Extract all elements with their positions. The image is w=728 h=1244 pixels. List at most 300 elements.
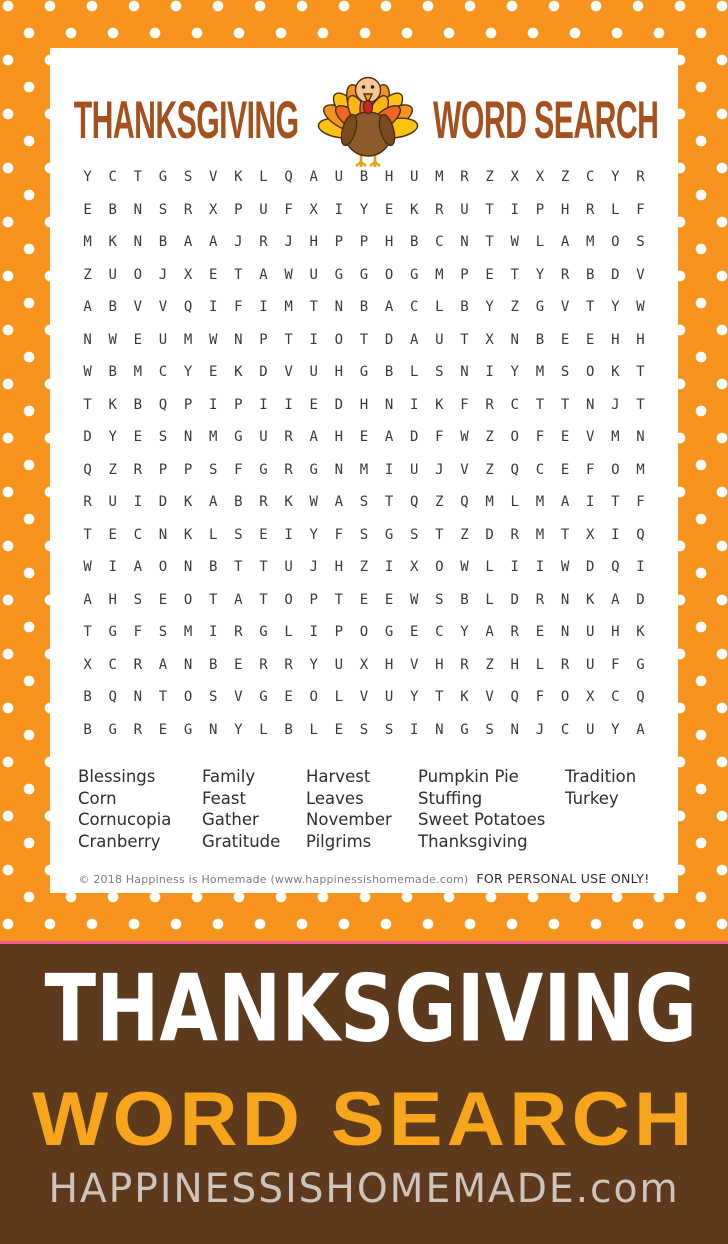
grid-letter: A (334, 494, 344, 511)
grid-letter: S (359, 526, 369, 543)
header-title-word-search: WORD SEARCH (433, 90, 659, 150)
grid-letter: J (284, 234, 293, 251)
grid-letter: N (133, 234, 143, 251)
grid-letter: V (560, 299, 570, 316)
grid-letter: E (259, 526, 268, 543)
grid-letter: S (435, 591, 444, 608)
grid-letter: U (309, 266, 318, 283)
grid-letter: B (108, 201, 117, 218)
grid-letter: B (535, 331, 545, 348)
header-left-box (67, 90, 305, 151)
grid-letter: A (410, 331, 419, 348)
grid-letter: I (259, 299, 268, 316)
grid-letter: O (158, 559, 168, 576)
grid-letter: B (108, 299, 117, 316)
grid-letter: L (535, 656, 545, 673)
grid-letter: X (309, 201, 318, 218)
grid-letter: M (485, 494, 494, 511)
grid-letter: M (359, 461, 369, 478)
grid-letter: U (334, 656, 344, 673)
grid-letter: P (460, 266, 469, 283)
grid-letter: E (384, 201, 394, 218)
grid-letter: T (435, 526, 444, 543)
grid-letter: W (460, 559, 469, 576)
grid-letter: N (133, 201, 143, 218)
header-title-thanksgiving: THANKSGIVING (73, 90, 299, 150)
grid-letter: P (309, 591, 318, 608)
grid-letter: U (460, 201, 469, 218)
grid-letter: L (611, 201, 620, 218)
grid-letter: G (359, 266, 369, 283)
grid-letter: U (435, 331, 444, 348)
grid-letter: T (636, 364, 645, 381)
grid-letter: O (384, 266, 394, 283)
grid-letter: S (158, 429, 168, 446)
grid-letter: V (208, 169, 218, 186)
grid-letter: T (460, 331, 469, 348)
grid-letter: I (208, 396, 218, 413)
grid-letter: M (585, 234, 595, 251)
grid-letter: X (410, 559, 419, 576)
grid-letter: D (585, 559, 595, 576)
grid-letter: M (535, 494, 545, 511)
grid-letter: Q (636, 526, 645, 543)
grid-letter: C (158, 364, 168, 381)
grid-letter: T (259, 559, 268, 576)
grid-letter: Z (485, 656, 494, 673)
grid-letter: D (410, 429, 419, 446)
grid-letter: M (83, 234, 92, 251)
grid-letter: Z (485, 429, 494, 446)
grid-letter: T (611, 494, 620, 511)
grid-letter: U (585, 721, 595, 738)
grid-letter: I (611, 526, 620, 543)
grid-letter: R (485, 396, 494, 413)
grid-letter: U (384, 689, 394, 706)
grid-letter: X (359, 656, 369, 673)
grid-letter: B (460, 591, 469, 608)
grid-letter: G (535, 299, 545, 316)
grid-letter: V (158, 299, 168, 316)
word-item: Thanksgiving (418, 831, 528, 851)
grid-letter: T (83, 526, 92, 543)
grid-letter: A (560, 234, 570, 251)
puzzle-card (50, 48, 678, 893)
grid-letter: N (183, 429, 193, 446)
grid-letter: Z (359, 559, 369, 576)
word-item: Stuffing (418, 788, 483, 808)
word-list-column (78, 766, 202, 852)
grid-letter: C (510, 396, 519, 413)
word-item: Leaves (306, 788, 364, 808)
grid-letter: D (510, 591, 519, 608)
grid-letter: F (133, 624, 143, 641)
grid-letter: I (384, 559, 394, 576)
grid-letter: P (234, 201, 243, 218)
grid-letter: N (435, 721, 444, 738)
grid-letter: A (83, 299, 92, 316)
grid-letter: P (158, 461, 168, 478)
grid-letter: L (309, 721, 318, 738)
grid-letter: K (234, 364, 243, 381)
grid-letter: Y (309, 526, 318, 543)
grid-letter: A (309, 169, 318, 186)
grid-letter: G (384, 526, 394, 543)
grid-letter: Y (83, 169, 92, 186)
word-item: Pilgrims (306, 831, 372, 851)
grid-letter: H (435, 656, 444, 673)
grid-letter: Z (435, 494, 444, 511)
grid-letter: N (183, 656, 193, 673)
grid-letter: I (485, 364, 494, 381)
grid-letter: T (485, 234, 494, 251)
grid-letter: U (284, 559, 293, 576)
grid-letter: F (535, 689, 545, 706)
grid-letter: A (309, 429, 318, 446)
grid-letter: W (108, 331, 117, 348)
grid-letter: O (611, 234, 620, 251)
grid-letter: E (83, 201, 92, 218)
grid-letter: R (585, 201, 595, 218)
grid-letter: I (208, 299, 218, 316)
grid-letter: C (435, 234, 444, 251)
grid-letter: N (83, 331, 92, 348)
grid-letter: C (410, 299, 419, 316)
grid-row (75, 616, 653, 649)
grid-letter: Y (410, 689, 419, 706)
grid-letter: W (410, 591, 419, 608)
grid-row (75, 161, 653, 194)
copyright-line (50, 868, 678, 887)
grid-letter: O (284, 591, 293, 608)
grid-letter: L (435, 299, 444, 316)
grid-letter: Z (485, 169, 494, 186)
grid-letter: E (234, 656, 243, 673)
grid-letter: P (234, 396, 243, 413)
grid-letter: T (234, 559, 243, 576)
grid-letter: B (158, 234, 168, 251)
grid-letter: A (208, 234, 218, 251)
grid-letter: S (158, 201, 168, 218)
grid-letter: G (108, 721, 117, 738)
grid-letter: G (259, 461, 268, 478)
grid-letter: M (133, 364, 143, 381)
grid-letter: H (611, 331, 620, 348)
grid-letter: T (435, 689, 444, 706)
grid-letter: Q (183, 299, 193, 316)
grid-letter: O (183, 689, 193, 706)
grid-letter: U (309, 364, 318, 381)
grid-letter: Y (234, 721, 243, 738)
grid-letter: J (309, 559, 318, 576)
grid-letter: U (158, 331, 168, 348)
grid-letter: Y (108, 429, 117, 446)
grid-letter: N (510, 721, 519, 738)
grid-letter: Q (83, 461, 92, 478)
grid-letter: A (384, 429, 394, 446)
grid-letter: B (359, 169, 369, 186)
grid-letter: T (334, 591, 344, 608)
grid-letter: T (585, 299, 595, 316)
grid-letter: T (560, 526, 570, 543)
grid-letter: H (384, 234, 394, 251)
grid-letter: M (284, 299, 293, 316)
grid-letter: T (309, 299, 318, 316)
grid-letter: G (636, 656, 645, 673)
grid-letter: Y (611, 299, 620, 316)
grid-row (75, 584, 653, 617)
grid-letter: Q (158, 396, 168, 413)
grid-letter: H (108, 591, 117, 608)
grid-letter: T (83, 396, 92, 413)
grid-letter: C (435, 624, 444, 641)
grid-letter: S (636, 234, 645, 251)
grid-letter: P (535, 201, 545, 218)
grid-letter: E (359, 429, 369, 446)
grid-letter: J (435, 461, 444, 478)
grid-letter: O (183, 591, 193, 608)
grid-letter: R (636, 169, 645, 186)
word-item: Tradition (565, 767, 637, 786)
grid-letter: P (259, 331, 268, 348)
grid-letter: G (410, 266, 419, 283)
grid-row (75, 259, 653, 292)
banner-site-row (0, 1166, 728, 1212)
grid-letter: R (259, 494, 268, 511)
grid-row (75, 714, 653, 747)
grid-letter: K (435, 396, 444, 413)
grid-letter: K (183, 526, 193, 543)
grid-letter: R (510, 624, 519, 641)
grid-letter: Z (560, 169, 570, 186)
grid-letter: R (259, 656, 268, 673)
grid-letter: Z (510, 299, 519, 316)
grid-letter: D (384, 331, 394, 348)
grid-letter: W (460, 429, 469, 446)
grid-letter: B (384, 364, 394, 381)
grid-letter: G (309, 461, 318, 478)
grid-letter: D (611, 266, 620, 283)
grid-letter: I (259, 396, 268, 413)
grid-letter: E (208, 364, 218, 381)
grid-letter: R (284, 656, 293, 673)
grid-letter: A (158, 656, 168, 673)
word-item: November (306, 810, 392, 829)
banner-subtitle-row (0, 1077, 728, 1162)
grid-letter: H (309, 234, 318, 251)
grid-letter: T (83, 624, 92, 641)
grid-row (75, 226, 653, 259)
grid-letter: S (485, 721, 494, 738)
grid-letter: U (259, 429, 268, 446)
grid-row (75, 519, 653, 552)
grid-letter: D (334, 396, 344, 413)
grid-letter: B (133, 396, 143, 413)
grid-letter: V (359, 689, 369, 706)
grid-letter: F (334, 526, 344, 543)
grid-letter: X (510, 169, 519, 186)
header-right-box (431, 90, 661, 151)
grid-letter: K (611, 364, 620, 381)
grid-letter: I (208, 624, 218, 641)
grid-letter: L (334, 689, 344, 706)
grid-letter: B (208, 656, 218, 673)
copyright-text: © 2018 Happiness is Homemade (www.happinessishomemade.com) (78, 873, 469, 886)
grid-letter: H (384, 656, 394, 673)
grid-letter: T (234, 266, 243, 283)
word-item: Harvest (306, 767, 371, 786)
grid-row (75, 649, 653, 682)
grid-letter: W (636, 299, 645, 316)
word-item: Feast (202, 788, 246, 808)
grid-letter: V (485, 689, 494, 706)
grid-row (75, 454, 653, 487)
grid-letter: T (485, 201, 494, 218)
grid-letter: C (108, 656, 117, 673)
puzzle-header (50, 70, 678, 170)
grid-letter: W (309, 494, 318, 511)
grid-letter: C (535, 461, 545, 478)
grid-letter: B (359, 299, 369, 316)
grid-letter: V (460, 461, 469, 478)
grid-letter: T (560, 396, 570, 413)
grid-letter: J (535, 721, 545, 738)
grid-letter: M (636, 461, 645, 478)
grid-letter: R (435, 201, 444, 218)
grid-letter: O (585, 364, 595, 381)
grid-letter: O (309, 689, 318, 706)
grid-letter: G (384, 624, 394, 641)
grid-letter: G (259, 624, 268, 641)
grid-letter: Z (485, 461, 494, 478)
grid-letter: U (108, 266, 117, 283)
grid-letter: Z (460, 526, 469, 543)
grid-letter: N (384, 396, 394, 413)
grid-letter: A (208, 494, 218, 511)
grid-letter: C (585, 169, 595, 186)
grid-letter: L (485, 591, 494, 608)
grid-letter: K (108, 234, 117, 251)
grid-letter: T (284, 331, 293, 348)
grid-letter: Q (410, 494, 419, 511)
grid-letter: L (510, 494, 519, 511)
grid-letter: Z (83, 266, 92, 283)
grid-letter: R (83, 494, 92, 511)
grid-letter: P (183, 461, 193, 478)
grid-letter: S (359, 494, 369, 511)
grid-letter: X (83, 656, 92, 673)
grid-letter: I (410, 721, 419, 738)
grid-row (75, 389, 653, 422)
grid-letter: U (585, 624, 595, 641)
grid-letter: E (535, 624, 545, 641)
grid-letter: R (133, 721, 143, 738)
grid-letter: I (334, 201, 344, 218)
grid-letter: R (133, 656, 143, 673)
grid-letter: O (334, 331, 344, 348)
grid-letter: E (560, 331, 570, 348)
grid-letter: A (611, 591, 620, 608)
grid-letter: H (510, 656, 519, 673)
grid-letter: F (636, 201, 645, 218)
grid-letter: B (460, 299, 469, 316)
banner-subtitle-word-search: WORD SEARCH (31, 1077, 697, 1162)
grid-letter: G (234, 429, 243, 446)
grid-letter: H (636, 331, 645, 348)
grid-letter: T (259, 591, 268, 608)
grid-letter: D (636, 591, 645, 608)
grid-letter: G (359, 364, 369, 381)
grid-letter: N (585, 396, 595, 413)
grid-letter: H (334, 364, 344, 381)
grid-letter: E (585, 331, 595, 348)
word-list (78, 766, 654, 852)
grid-letter: N (334, 461, 344, 478)
word-item: Pumpkin Pie (418, 767, 519, 786)
grid-letter: Z (108, 461, 117, 478)
grid-row (75, 194, 653, 227)
grid-letter: F (435, 429, 444, 446)
grid-letter: N (334, 299, 344, 316)
grid-letter: W (560, 559, 570, 576)
grid-row (75, 486, 653, 519)
grid-letter: O (133, 266, 143, 283)
grid-letter: B (585, 266, 595, 283)
grid-letter: L (259, 169, 268, 186)
grid-row (75, 681, 653, 714)
grid-letter: R (510, 526, 519, 543)
word-item: Turkey (565, 788, 619, 808)
grid-letter: R (259, 234, 268, 251)
grid-letter: T (158, 689, 168, 706)
grid-letter: F (636, 494, 645, 511)
grid-letter: E (485, 266, 494, 283)
grid-letter: S (560, 364, 570, 381)
grid-letter: F (234, 299, 243, 316)
grid-letter: Q (510, 461, 519, 478)
grid-letter: V (585, 429, 595, 446)
grid-letter: A (183, 234, 193, 251)
grid-letter: X (485, 331, 494, 348)
grid-letter: I (510, 559, 519, 576)
grid-letter: A (636, 721, 645, 738)
grid-letter: N (158, 526, 168, 543)
grid-letter: Y (485, 299, 494, 316)
word-item: Cranberry (78, 831, 161, 851)
grid-letter: E (284, 689, 293, 706)
grid-letter: E (158, 591, 168, 608)
grid-letter: H (334, 429, 344, 446)
grid-letter: A (485, 624, 494, 641)
grid-letter: V (234, 689, 243, 706)
grid-letter: K (108, 396, 117, 413)
grid-letter: S (208, 689, 218, 706)
grid-letter: I (384, 461, 394, 478)
grid-letter: T (133, 169, 143, 186)
grid-letter: B (234, 494, 243, 511)
grid-letter: T (510, 266, 519, 283)
grid-letter: W (83, 559, 92, 576)
grid-letter: T (636, 396, 645, 413)
word-item: Blessings (78, 767, 156, 786)
word-item: Sweet Potatoes (418, 810, 546, 829)
grid-letter: A (560, 494, 570, 511)
word-list-column (202, 766, 306, 852)
grid-letter: E (334, 721, 344, 738)
grid-letter: S (435, 364, 444, 381)
word-item: Gather (202, 810, 259, 829)
grid-letter: E (560, 429, 570, 446)
